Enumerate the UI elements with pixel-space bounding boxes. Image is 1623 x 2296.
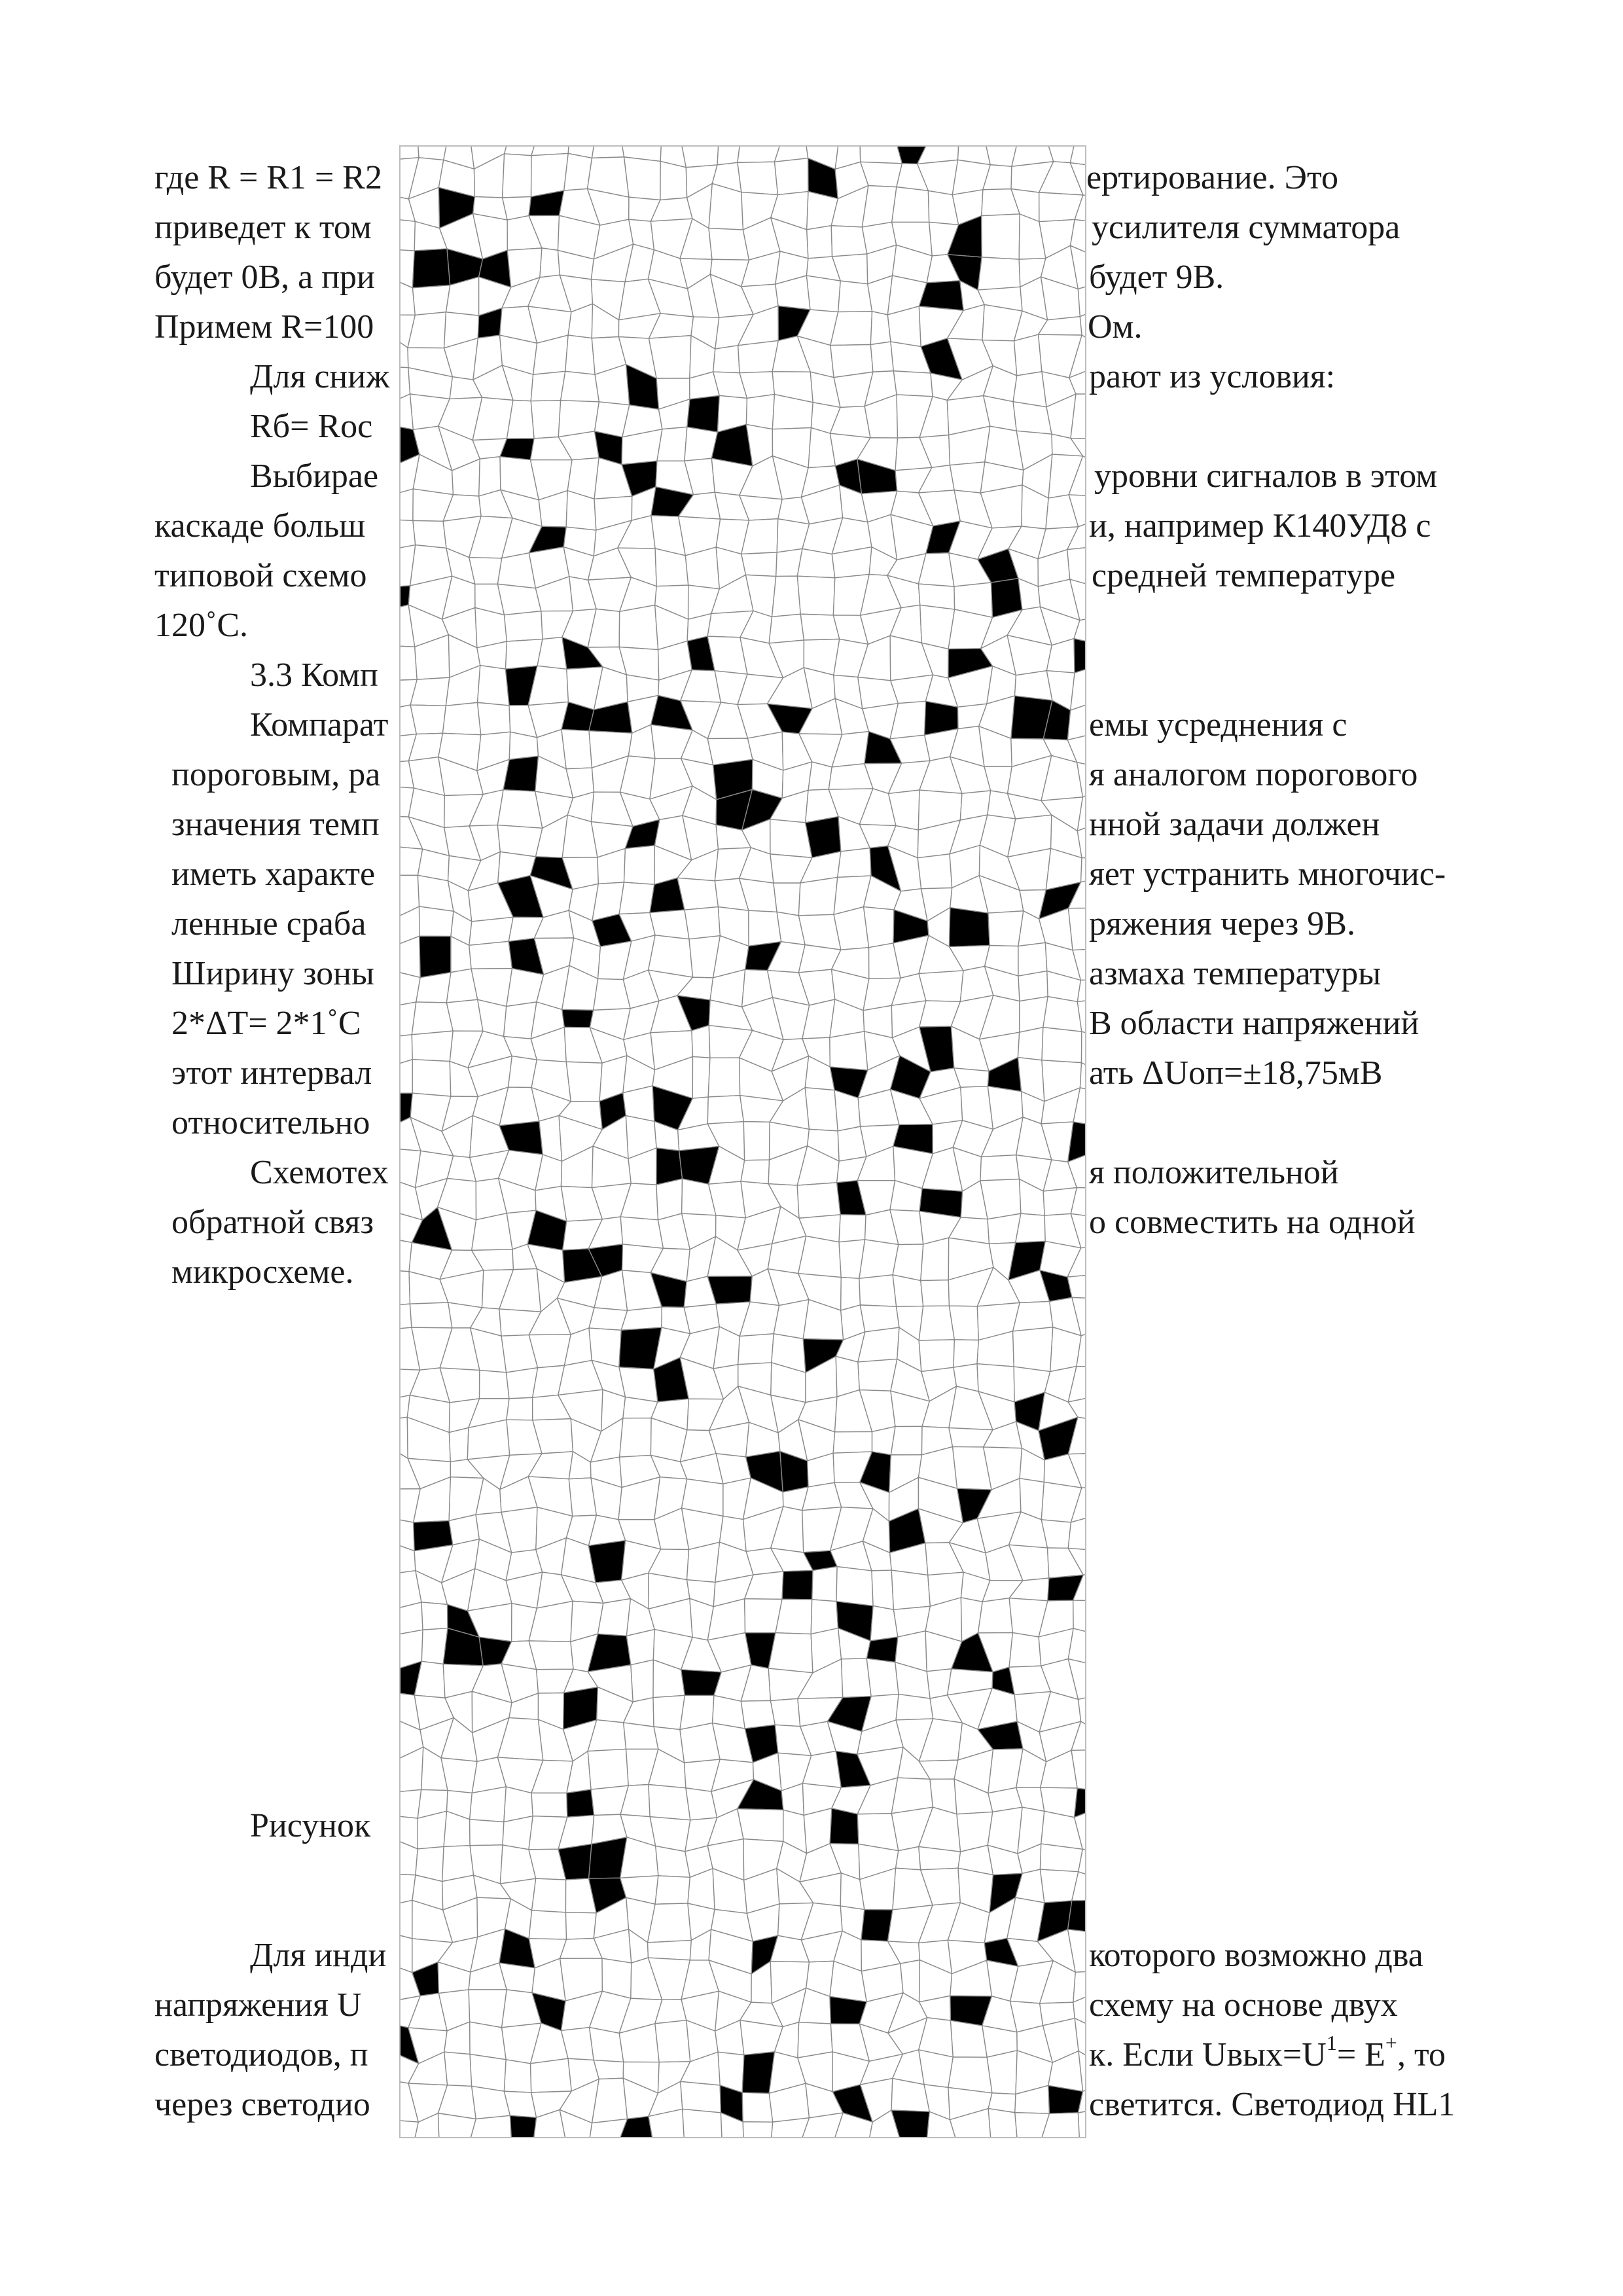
mosaic-cell [891,1570,930,1609]
mosaic-cell [531,371,565,401]
text-line: Для инди [250,1937,387,1974]
mosaic-cell-dark [588,1541,625,1583]
mosaic-cell [954,1068,989,1087]
mosaic-cell [978,1598,1013,1633]
mosaic-cell [978,257,1020,290]
mosaic-cell [707,1096,743,1124]
mosaic-cell [401,645,417,681]
mosaic-cell [531,153,569,196]
text-line: Ширину зоны [171,955,374,992]
mosaic-cell [842,1659,872,1698]
mosaic-cell [412,1031,453,1061]
mosaic-cell-dark [503,756,538,791]
mosaic-cell [709,228,749,260]
mosaic-cell [980,1179,1021,1219]
mosaic-cell [410,677,450,706]
mosaic-cell [444,2052,472,2086]
text-line: будет 9В. [1089,259,1224,296]
mosaic-cell-dark [510,2115,536,2137]
mosaic-cell [681,2081,721,2113]
text-line: Примем R=100 [154,308,374,346]
mosaic-cell [470,2022,506,2060]
mosaic-cell [982,214,1020,259]
superscript: 1 [1326,2030,1337,2054]
mosaic-cell-dark [412,249,450,288]
mosaic-cell [479,457,501,496]
mosaic-cell [416,973,451,1003]
mosaic-cell [401,489,413,520]
mosaic-cell [410,705,446,734]
text-line: которого возможно два [1089,1937,1423,1974]
mosaic-cell [470,1820,504,1846]
mosaic-pattern [401,147,1085,2137]
text-line: нной задачи должен [1089,806,1380,843]
mosaic-cell [948,2057,992,2093]
mosaic-cell [588,1749,628,1789]
mosaic-cell [797,1183,840,1218]
mosaic-cell [836,1567,873,1606]
mosaic-cell [988,2109,1017,2137]
text-line: будет 0В, а при [154,259,375,296]
mosaic-cell [893,1244,923,1281]
text-line: емы усреднения с [1089,706,1347,744]
mosaic-cell [1015,671,1052,700]
text-line: Выбирае [250,457,379,495]
mosaic-cell-dark [830,1808,859,1844]
mosaic-cell [860,147,902,164]
mosaic-cell [624,1723,658,1749]
text-line: я положительной [1089,1154,1339,1191]
mosaic-cell [1043,997,1082,1032]
mosaic-cell [838,848,871,878]
text-line: Схемотех [250,1154,389,1191]
mosaic-cell [741,552,777,577]
mosaic-cell [412,285,450,315]
mosaic-cell [919,1340,954,1372]
mosaic-cell [507,1397,533,1420]
superscript: + [1385,2030,1397,2054]
mosaic-cell [864,907,894,948]
text-line: ать ΔUоп=±18,75мВ [1089,1054,1383,1092]
mosaic-cell-dark [949,908,990,947]
mosaic-cell [529,1910,566,1939]
mosaic-cell [470,2054,506,2092]
mosaic-cell [746,395,774,429]
text-line: Rб= Roc [250,408,373,445]
mosaic-cell-dark [687,395,719,432]
mosaic-cell [713,346,740,373]
mosaic-cell [421,1602,448,1630]
mosaic-cell [918,854,952,889]
mosaic-cell [775,158,809,195]
text-line: пороговым, ра [171,756,381,793]
text-line: средней температуре [1092,557,1396,594]
mosaic-cell [892,187,929,223]
mosaic-cell [692,1026,710,1058]
mosaic-cell [870,342,893,372]
mosaic-cell [987,2051,1017,2094]
mosaic-cell [649,336,691,379]
text-line: рают из условия: [1089,358,1336,395]
text-line: напряжения U [154,1986,362,2024]
mosaic-cell [469,917,513,945]
text-line: яет устранить многочис- [1089,855,1446,893]
text-line: каскаде больш [154,507,366,545]
mosaic-cell [504,611,542,641]
mosaic-cell-dark [861,1910,893,1941]
mosaic-cell [743,1122,770,1160]
mosaic-cell [401,1270,410,1306]
mosaic-cell [418,1811,446,1849]
mosaic-cell [505,639,542,670]
mosaic-cell [655,2020,690,2062]
mosaic-cell [950,462,984,493]
mosaic-cell [531,1793,567,1817]
mosaic-cell [590,2028,624,2062]
mosaic-cell [419,906,454,937]
mosaic-cell [592,147,624,158]
mosaic-cell [624,846,654,885]
text-line: и, например К140УД8 с [1089,507,1431,545]
mosaic-cell [497,825,542,857]
mosaic-cell [619,605,658,650]
text-line: относительно [171,1104,370,1141]
mosaic-cell [1009,1633,1041,1668]
mosaic-cell [537,637,567,670]
mosaic-cell [469,558,502,584]
mosaic-cell [807,226,832,259]
mosaic-cell [619,882,654,914]
mosaic-cell [624,157,661,200]
mosaic-cell [797,548,834,577]
mosaic-cell [449,1427,468,1462]
text-line: где R = R1 = R2 [154,159,382,196]
mosaic-cell [531,401,560,439]
mosaic-cell [685,907,720,939]
mosaic-cell [1018,942,1047,976]
mosaic-cell [833,1431,872,1453]
mosaic-cell [597,1599,630,1636]
mosaic-cell [532,1878,566,1912]
mosaic-cell [798,1236,841,1278]
text-line: Ом. [1088,308,1143,346]
mosaic-cell [1081,858,1085,882]
mosaic-cell-dark [782,1570,813,1599]
mosaic-cell [921,1280,950,1306]
mosaic-cell [1013,372,1046,407]
text-line: обратной связ [171,1204,374,1241]
text-line: азмаха температуры [1089,955,1382,992]
mosaic-cell-dark [866,1637,898,1662]
mosaic-cell [896,1695,933,1720]
mosaic-cell [988,911,1024,946]
mosaic-cell [805,1088,838,1131]
mosaic-cell [401,219,415,251]
mosaic-cell [648,1903,692,1943]
mosaic-cell [954,1340,978,1367]
mosaic-cell [839,1215,866,1242]
mosaic-cell [620,1217,663,1248]
figure-caption: Рисунок [250,1807,371,1844]
mosaic-cell [562,729,592,768]
mosaic-cell [738,162,778,194]
mosaic-cell [1018,1028,1043,1060]
mosaic-cell [679,147,719,168]
mosaic-cell [831,226,866,257]
mosaic-cell-dark [1074,639,1085,673]
mosaic-cell [738,1809,783,1842]
mosaic-cell [749,910,781,946]
text-line: светодиодов, п [154,2036,368,2073]
text-line: ряжения через 9В. [1089,905,1355,942]
mosaic-cell [497,584,541,615]
mosaic-cell [738,1334,774,1365]
mosaic-cell [896,1846,921,1869]
mosaic-cell [772,576,801,617]
mosaic-cell [872,1570,893,1609]
mosaic-cell [503,1816,533,1850]
mosaic-cell [1013,1327,1053,1372]
mosaic-cell-dark [419,936,451,977]
mosaic-cell [830,1031,868,1070]
mosaic-cell [741,1700,775,1729]
mosaic-cell [620,1418,652,1458]
mosaic-cell [626,1630,654,1665]
text-line: 2*ΔT= 2*1˚С [171,1005,361,1042]
mosaic-cell [529,1641,573,1670]
mosaic-cell [660,161,687,200]
text-line: ертирование. Это [1086,159,1338,196]
mosaic-cell [830,312,872,346]
mosaic-cell [540,248,560,278]
redaction-mosaic-overlay [399,145,1086,2138]
mosaic-cell [401,1900,412,1938]
mosaic-cell [1040,1844,1082,1872]
mosaic-cell [410,1302,452,1328]
mosaic-cell [504,2060,531,2092]
mosaic-cell [470,1787,507,1822]
mosaic-cell [950,2020,987,2057]
text-line: микросхеме. [171,1253,354,1291]
text-line: этот интервал [171,1054,372,1092]
mosaic-cell [949,1306,978,1340]
mosaic-cell [683,2109,722,2137]
mosaic-cell [480,1371,509,1399]
text-line: В области напряжений [1089,1005,1419,1042]
mosaic-cell [589,1308,628,1330]
mosaic-cell [1013,402,1052,435]
mosaic-cell [798,877,837,915]
mosaic-cell [401,936,420,977]
mosaic-cell [838,281,872,312]
mosaic-cell [469,941,512,969]
mosaic-cell [401,1931,412,1972]
mosaic-cell [401,1518,414,1551]
mosaic-cell [742,2092,773,2122]
mosaic-cell [648,1941,692,1960]
mosaic-cell [776,1599,812,1634]
mosaic-cell [1042,1028,1082,1063]
mosaic-cell [708,1058,740,1097]
mosaic-cell [565,335,595,374]
mosaic-cell [743,2122,773,2137]
mosaic-cell [649,1785,690,1820]
mosaic-cell [677,878,718,910]
text-line: ленные сраба [171,905,366,942]
text-line: светится. Светодиод HL1 [1089,2086,1455,2123]
text-line: усилителя сумматора [1092,209,1400,246]
mosaic-cell [862,186,896,227]
mosaic-cell [631,1660,653,1702]
mosaic-cell-dark [562,1009,594,1027]
text-line: типовой схемо [154,557,367,594]
mosaic-cell [1013,1301,1053,1331]
mosaic-cell [566,1062,602,1102]
mosaic-cell [812,1567,837,1602]
mosaic-cell [401,1060,412,1094]
mosaic-cell [561,371,599,402]
mosaic-cell [653,1695,685,1729]
mosaic-cell [655,1876,690,1904]
mosaic-cell [442,702,480,734]
mosaic-cell [1016,1213,1046,1242]
mosaic-cell [1078,2108,1085,2137]
mosaic-cell [770,1698,800,1726]
text-line: Для сниж [250,358,390,395]
mosaic-cell [768,1633,813,1673]
text-line: через светодио [154,2086,370,2123]
mosaic-cell [412,1002,453,1035]
section-heading: 3.3 Комп [250,656,378,694]
mosaic-cell [919,1306,954,1340]
mosaic-cell [621,1307,662,1331]
text-line: схему на основе двух [1089,1986,1398,2024]
mosaic-cell [738,340,779,372]
mosaic-cell [806,276,840,312]
mosaic-cell [859,1275,897,1306]
mosaic-cell-dark [567,1789,594,1817]
mosaic-cell [413,520,446,548]
mosaic-cell [859,1240,899,1278]
text-line: Компарат [250,706,389,744]
text-line: иметь характе [171,855,376,893]
mosaic-cell [919,971,963,1001]
text-line: значения темп [171,806,380,843]
mosaic-cell [866,1659,899,1696]
text-line: я аналогом порогового [1089,756,1418,793]
mosaic-cell [469,1990,507,2028]
mosaic-cell [446,999,483,1031]
mosaic-cell [478,666,510,706]
mosaic-cell-dark [919,281,963,310]
mosaic-cell [503,154,531,198]
text-line: о совместить на одной [1089,1204,1416,1241]
mosaic-cell [893,371,933,397]
mosaic-cell [412,1060,451,1096]
mosaic-cell [692,1056,710,1098]
mosaic-cell [741,1160,770,1184]
mosaic-cell [808,762,832,790]
mosaic-cell [401,249,414,288]
mosaic-cell [921,1238,949,1280]
mosaic-cell [657,427,687,461]
mosaic-cell [769,614,804,643]
mosaic-cell [401,1417,408,1458]
mosaic-cell [531,2058,572,2092]
mosaic-cell [594,2060,624,2079]
mosaic-cell [980,1155,1020,1181]
text-line: приведет к том [154,209,372,246]
mosaic-cell [797,576,834,615]
text-line: к. Если $Uвых=U^1= Е^+$, то [1089,2030,1446,2073]
mosaic-cell-dark [806,817,841,858]
text-line: 120˚С. [154,607,248,644]
mosaic-cell [774,883,800,916]
text-line: уровни сигналов в этом [1094,457,1438,495]
mosaic-cell [1018,971,1048,1001]
mosaic-cell [478,702,510,734]
mosaic-cell [1014,334,1042,376]
mosaic-cell [891,1426,922,1454]
mosaic-cell [565,1912,596,1939]
mosaic-cell [656,1179,683,1220]
